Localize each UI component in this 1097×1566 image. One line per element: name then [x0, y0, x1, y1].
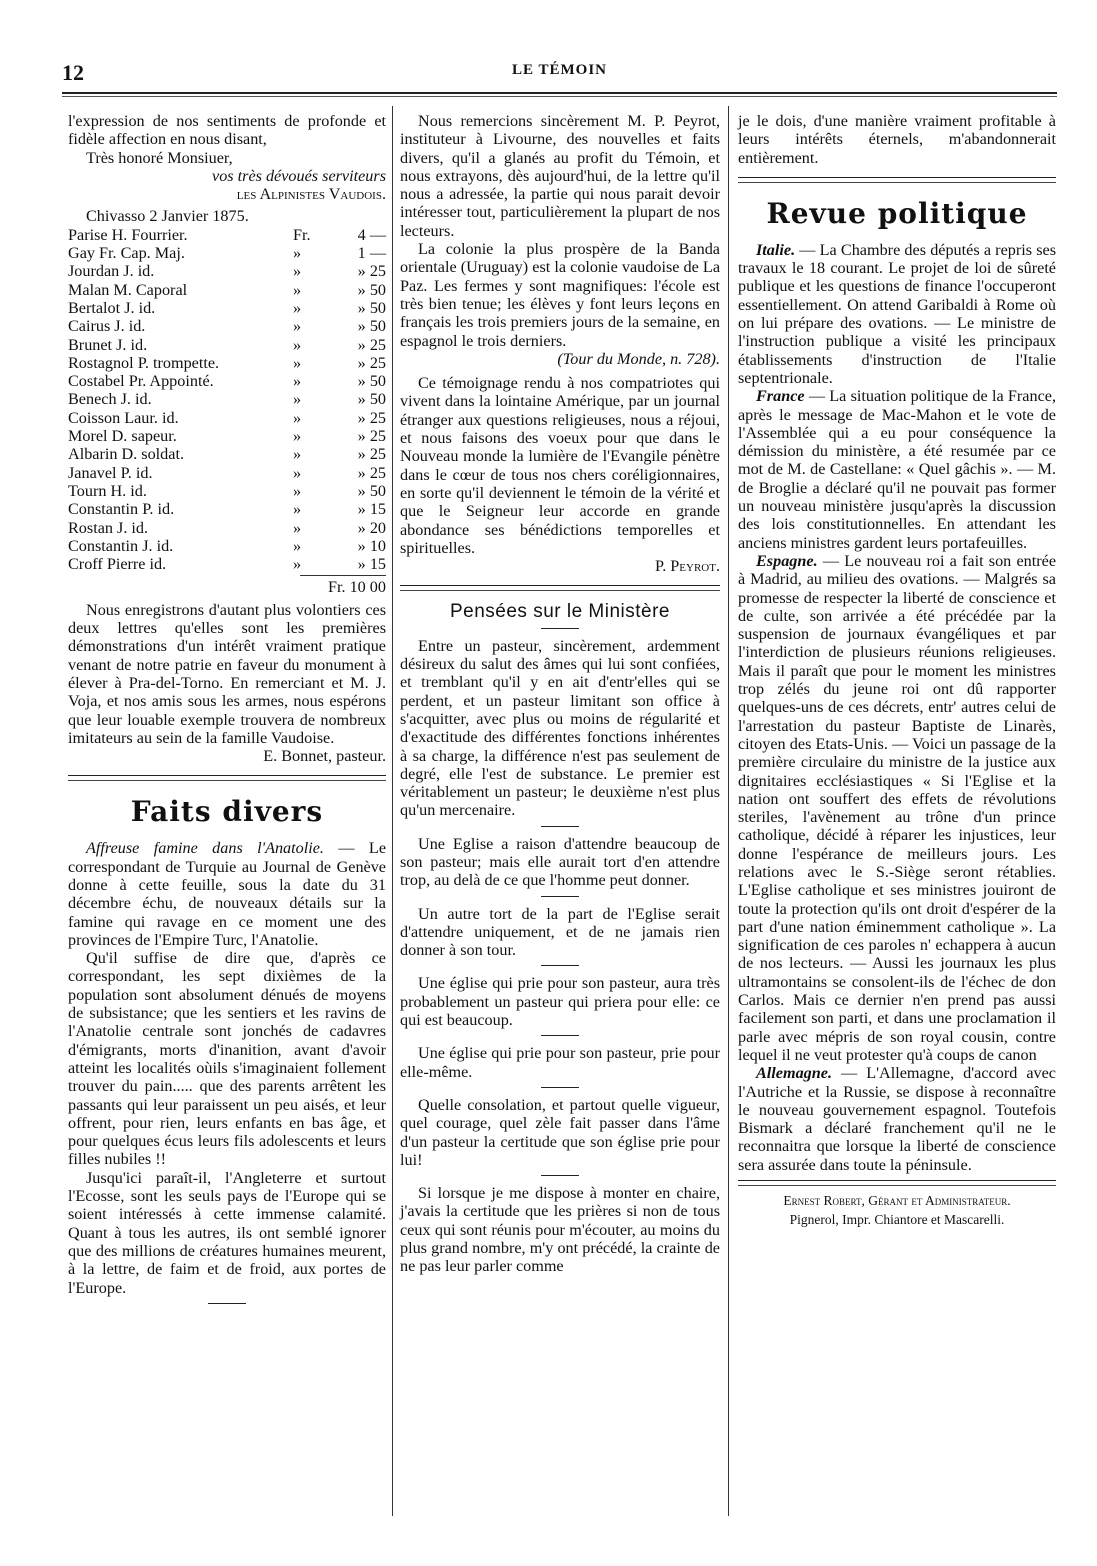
header-rule-thin: [62, 96, 1057, 97]
subscriber-currency: Fr.: [293, 225, 311, 244]
espagne-lead: Espagne.: [756, 551, 818, 570]
revue-politique-heading: Revue politique: [766, 196, 1028, 230]
letter-close-text: l'expression de nos sentiments de profonde et fidèle affection en nous disant,: [68, 112, 386, 149]
peyrot-signature: P. Peyrot.: [654, 557, 720, 576]
subscriber-name: Rostan J. id.: [68, 518, 149, 537]
pensee-continuation: je le dois, d'une manière vraiment profitable à leurs intérêts éternels, m'abandonnerait entièrement.: [738, 112, 1056, 167]
column-1: [68, 112, 386, 1312]
header-rule: [62, 92, 1057, 94]
allemagne-lead: Allemagne.: [756, 1064, 832, 1083]
subscriber-amount: » 50: [357, 390, 386, 409]
subscriber-amount: » 15: [357, 555, 386, 574]
peyrot-comment: Ce témoignage rendu à nos compatriotes qui vivent dans la lointaine Amérique, par un journal étranger aux questions religieuses, nous a réjoui, et nous faisons des voeux pour que dans le Nouveau monde la lumière de l'Evangile pénètre dans le cœur de tous nos chers coréligionnaires, en sorte qu'il deviennent le témoin de la vérité et que le Seigneur leur accorde en grande abondance ses bénédictions temporelles et spirituelles.: [400, 374, 720, 557]
subscriber-name: Coisson Laur. id.: [68, 408, 179, 427]
subscriber-row: [68, 500, 386, 518]
subscriber-name: Benech J. id.: [68, 390, 152, 409]
peyrot-intro: Nous remercions sincèrement M. P. Peyrot, instituteur à Livourne, des nouvelles et faits divers, qu'il a glanés au profit du Témoin, et nous extrayons, dès aujourd'hui, de la lettre qu'il nous a adressée, la partie qui nous parait devoir intéresser tout, particulièrement la plupart de nos lecteurs.: [400, 112, 720, 240]
subscriber-row: [68, 464, 386, 482]
section-rule: [400, 585, 720, 591]
subscriber-currency: »: [293, 500, 302, 519]
imprint-rule: [738, 1180, 1056, 1186]
dash: [541, 1175, 579, 1176]
subscriber-row: [68, 317, 386, 335]
subscriber-amount: » 15: [357, 500, 386, 519]
subscriber-amount: » 10: [357, 536, 386, 555]
end-dash: [208, 1303, 246, 1304]
dateline: Chivasso 2 Janvier 1875.: [86, 207, 249, 226]
section-rule: [68, 775, 386, 781]
subscriber-name: Cairus J. id.: [68, 317, 146, 336]
dash: [541, 1035, 579, 1036]
subscriber-amount: » 50: [357, 372, 386, 391]
subscriber-name: Constantin J. id.: [68, 536, 174, 555]
subscriber-row: [68, 445, 386, 463]
section-rule: [738, 177, 1056, 183]
subscriber-name: Costabel Pr. Appointé.: [68, 372, 214, 391]
faits-divers-p1: [68, 839, 386, 949]
subscriber-amount: » 50: [357, 280, 386, 299]
subscriber-amount: » 50: [357, 298, 386, 317]
subscriber-currency: »: [293, 335, 302, 354]
subscriber-amount: » 25: [357, 445, 386, 464]
subscriber-name: Janavel P. id.: [68, 463, 153, 482]
subscriber-currency: »: [293, 353, 302, 372]
subscriber-amount: » 25: [357, 427, 386, 446]
subscriber-currency: »: [293, 372, 302, 391]
subscription-list: [68, 226, 386, 574]
subscriber-name: Rostagnol P. trompette.: [68, 353, 220, 372]
pensee-7: Si lorsque je me dispose à monter en chaire, j'avais la certitude que les prières si non de tous ceux qui sont réunis pour m'écouter, au moins du plus grand nombre, m'y ont précédé, la crainte de ne pas leur parler comme: [400, 1184, 720, 1276]
subscriber-name: Malan M. Caporal: [68, 280, 188, 299]
subscriber-currency: »: [293, 555, 302, 574]
subscriber-name: Morel D. sapeur.: [68, 427, 177, 446]
subscriber-row: [68, 244, 386, 262]
subscriber-amount: » 25: [357, 335, 386, 354]
subscriber-currency: »: [293, 262, 302, 281]
pensees-heading: Pensées sur le Ministère: [449, 601, 671, 623]
subscriber-currency: »: [293, 536, 302, 555]
source-citation: (Tour du Monde, n. 728).: [557, 349, 720, 368]
column-2: [400, 112, 720, 1276]
faits-divers-heading: Faits divers: [130, 795, 324, 829]
subscriber-currency: »: [293, 280, 302, 299]
closing-paragraph: Nous enregistrons d'autant plus volontiers ces deux lettres qu'elles sont les premières démonstrations d'un intérêt vraiment pratique venant de notre patrie en faveur du monument à élever à Pra-del-Torno. En remerciant et M. J. Voja, et nos amis sous les armes, nous espérons que leur louable exemple trouvera de nombreux imitateurs au sein de la famille Vaudoise.: [68, 600, 386, 747]
page-header: [62, 58, 1057, 88]
subscriber-name: Albarin D. soldat.: [68, 445, 184, 464]
imprint-editor: Ernest Robert, Gérant et Administrateur.: [783, 1193, 1011, 1209]
subscriber-currency: »: [293, 481, 302, 500]
subscriber-currency: »: [293, 408, 302, 427]
faits-lead: Affreuse famine dans l'Anatolie.: [86, 839, 324, 858]
column-3: [738, 112, 1056, 1228]
closing-signature: E. Bonnet, pasteur.: [263, 747, 386, 766]
subscriber-currency: »: [293, 463, 302, 482]
italie-text: — La Chambre des députés a repris ses travaux le 18 courant. Le projet de loi de sûreté publique et les questions de finance l'occuperont essentiellement. On attend Garibaldi à Rome où on lui prépare des ovations. — Le ministre de l'instruction publique a visité les principaux établissements d'instruction de l'Italie septentrionale.: [738, 240, 1056, 387]
subscriber-row: [68, 427, 386, 445]
subscriber-row: [68, 226, 386, 244]
subscriber-amount: » 50: [357, 317, 386, 336]
subscriber-currency: »: [293, 317, 302, 336]
subscriber-row: [68, 281, 386, 299]
allemagne-item: [738, 1064, 1056, 1174]
subscriber-row: [68, 372, 386, 390]
pensee-2: Une Eglise a raison d'attendre beaucoup de son pasteur; mais elle aurait tort d'en attendre trop, au delà de ce que l'homme peut donner.: [400, 834, 720, 890]
subscriber-amount: 1 —: [357, 244, 386, 263]
france-text: — La situation politique de la France, après le message de Mac-Mahon et le vote de l'Assemblée qui a eu pour conséquence la démission du ministère, a été resumée par ce mot de M. de Castellane: « Quel gâchis ». — M. de Broglie a déclaré qu'il ne pouvait pas former un nouveau ministère jusqu'après la discussion des lois constitutionnelles. En attendant les anciens ministres gardent leurs portafeuilles.: [738, 387, 1056, 552]
dash: [541, 965, 579, 966]
pensee-1: Entre un pasteur, sincèrement, ardemment désireux du salut des âmes qui lui sont confiées, et tremblant qu'il y en ait d'entr'elles qui se perdent, et un pasteur limitant son office à s'acquitter, avec plus ou moins de régularité et d'exactitude des différentes fonctions inhérentes à sa charge, la différence n'est pas seulement de degré, elle l'est de substance. Le premier est véritablement un pasteur; le deuxième n'est plus qu'un mercenaire.: [400, 636, 720, 820]
faits-divers-p2: Qu'il suffise de dire que, d'après ce correspondant, les sept dixièmes de la population sont absolument dénués de moyens de subsistance; que les sentiers et les ravins de l'Anatolie centrale sont jonchés de cadavres d'émigrants, morts d'inanition, avant d'avoir atteint les localités oùils s'imaginaient follement trouver du pain..... que des parents arrêtent les passants qui leur paraissent un peu aisés, et leur offrent, pour rien, leurs enfants en bas âge, et pour quelques écus leurs fils adolescents et leurs filles nubiles !!: [68, 949, 386, 1169]
faits-p1-text: — Le correspondant de Turquie au Journal de Genève donne à cette feuille, sous la date du 31 décembre échu, de nouveaux détails sur la famine qui ravage en ce moment une des provinces de l'Empire Turc, l'Anatolie.: [68, 839, 387, 949]
letter-signatories: les Alpinistes Vaudois.: [236, 185, 386, 204]
france-lead: France: [756, 387, 805, 406]
subscriber-amount: » 20: [357, 518, 386, 537]
allemagne-text: — L'Allemagne, d'accord avec l'Autriche et la Russie, se dispose à reconnaître le nouveau gouvernement espagnol. Toutefois Bismark a déclaré franchement qu'il ne le reconnaitra que lorsque la liberté de conscience sera assurée dans toute la péninsule.: [738, 1064, 1056, 1174]
subscriber-name: Brunet J. id.: [68, 335, 148, 354]
letter-valediction: vos très dévoués serviteurs: [212, 166, 386, 185]
subscriber-amount: » 25: [357, 262, 386, 281]
subscriber-row: [68, 537, 386, 555]
subscriber-name: Croff Pierre id.: [68, 555, 167, 574]
subscriber-row: [68, 262, 386, 280]
subscriber-amount: » 25: [357, 353, 386, 372]
subscriber-row: [68, 555, 386, 573]
subscriber-name: Parise H. Fourrier.: [68, 225, 188, 244]
subscriber-currency: »: [293, 298, 302, 317]
subscriber-row: [68, 336, 386, 354]
uruguay-colony: La colonie la plus prospère de la Banda orientale (Uruguay) est la colonie vaudoise de La Paz. Les fermes y sont magnifiques: l'école est très bien tenue; les élèves y font leurs leçons en français les trois premiers jours de la semaine, en espagnol le trois derniers.: [400, 240, 720, 350]
subscriber-amount: » 50: [357, 481, 386, 500]
espagne-item: [738, 552, 1056, 1064]
espagne-text: — Le nouveau roi a fait son entrée à Madrid, au milieu des ovations. — Malgrés sa promesse de respecter la liberté de conscience et de culte, son arrivée a été précédée par la suspension de journaux évangéliques et par l'interdiction de plusieurs réunions religieuses. Mais il paraît que pour le moment les ministres trop zélés du jeune roi ont dû rapporter quelques-uns de ces décrets, entr' autres celui de l'arrestation du pasteur Baptiste de Linarès, citoyen des Etats-Unis. — Voici un passage de la première circulaire du ministre de la justice aux dignitaires ecclésiastiques « Si l'Eglise et la nation ont souffert des effets de révolutions steriles, l'avènement au trône d'un prince catholique, décidé à réparer les injustices, leur donne l'espérance de meilleurs jours. Les relations avec le S.-Siège seront rétablies. L'Eglise catholique et ses ministres jouiront de toute la protection qu'ils ont droit d'espérer de la part d'une nation éminemment catholique ». La signification de ces paroles n' echappera à aucun de nos lecteurs. — Aussi les journaux les plus ultramontains se consolent-ils de l'échec de don Carlos. Mais ce dernier n'en prend pas aussi facilement son parti, et dans une proclamation il parle avec mépris de son royal cousin, contre lequel il ne veut protester qu'à coups de canon: [738, 551, 1056, 1064]
subscriber-row: [68, 519, 386, 537]
subscriber-row: [68, 409, 386, 427]
pensee-3: Un autre tort de la part de l'Eglise serait d'attendre uniquement, et de ne jamais rien donner à son tour.: [400, 904, 720, 960]
subscriber-currency: »: [293, 244, 302, 263]
subscriber-row: [68, 390, 386, 408]
subscriber-name: Jourdan J. id.: [68, 262, 155, 281]
italie-lead: Italie.: [756, 240, 796, 259]
france-item: [738, 387, 1056, 552]
pensee-5: Une église qui prie pour son pasteur, prie pour elle-même.: [400, 1044, 720, 1081]
newspaper-title: LE TÉMOIN: [512, 62, 607, 78]
subscription-total: Fr. 10 00: [327, 578, 386, 597]
subscriber-currency: »: [293, 518, 302, 537]
subscriber-name: Constantin P. id.: [68, 500, 175, 519]
subscriber-row: [68, 299, 386, 317]
subscriber-name: Gay Fr. Cap. Maj.: [68, 244, 185, 263]
dash: [541, 628, 579, 629]
subscriber-currency: »: [293, 445, 302, 464]
faits-divers-p3: Jusqu'ici paraît-il, l'Angleterre et surtout l'Ecosse, sont les seuls pays de l'Europe qui se soient intéressés à cette immense calamité. Quant à tous les autres, ils ont semblé ignorer que des millions de créatures humaines meurent, à la lettre, de faim et de froid, aux portes de l'Europe.: [68, 1168, 386, 1297]
page-number: 12: [62, 60, 84, 85]
dash: [541, 1087, 579, 1088]
pensee-4: Une église qui prie pour son pasteur, aura très probablement un pasteur qui priera pour elle: ce qui est beaucoup.: [400, 974, 720, 1030]
subscriber-amount: » 25: [357, 463, 386, 482]
subscriber-currency: »: [293, 390, 302, 409]
pensee-6: Quelle consolation, et partout quelle vigueur, quel courage, quel zèle fait passer dans l'âme d'un pasteur la certitude que son église prie pour lui!: [400, 1095, 720, 1169]
letter-salutation: Très honoré Monsiuer,: [86, 148, 233, 167]
subscriber-amount: » 25: [357, 408, 386, 427]
dash: [541, 896, 579, 897]
subscriber-row: [68, 354, 386, 372]
imprint-printer: Pignerol, Impr. Chiantore et Mascarelli.: [789, 1212, 1005, 1228]
subscriber-name: Bertalot J. id.: [68, 298, 156, 317]
subscriber-amount: 4 —: [357, 225, 386, 244]
column-divider-2: [728, 106, 729, 1516]
total-rule: [300, 575, 386, 576]
italie-item: [738, 241, 1056, 387]
subscriber-currency: »: [293, 427, 302, 446]
dash: [541, 826, 579, 827]
subscriber-name: Tourn H. id.: [68, 481, 147, 500]
column-divider-1: [392, 106, 393, 1516]
subscriber-row: [68, 482, 386, 500]
